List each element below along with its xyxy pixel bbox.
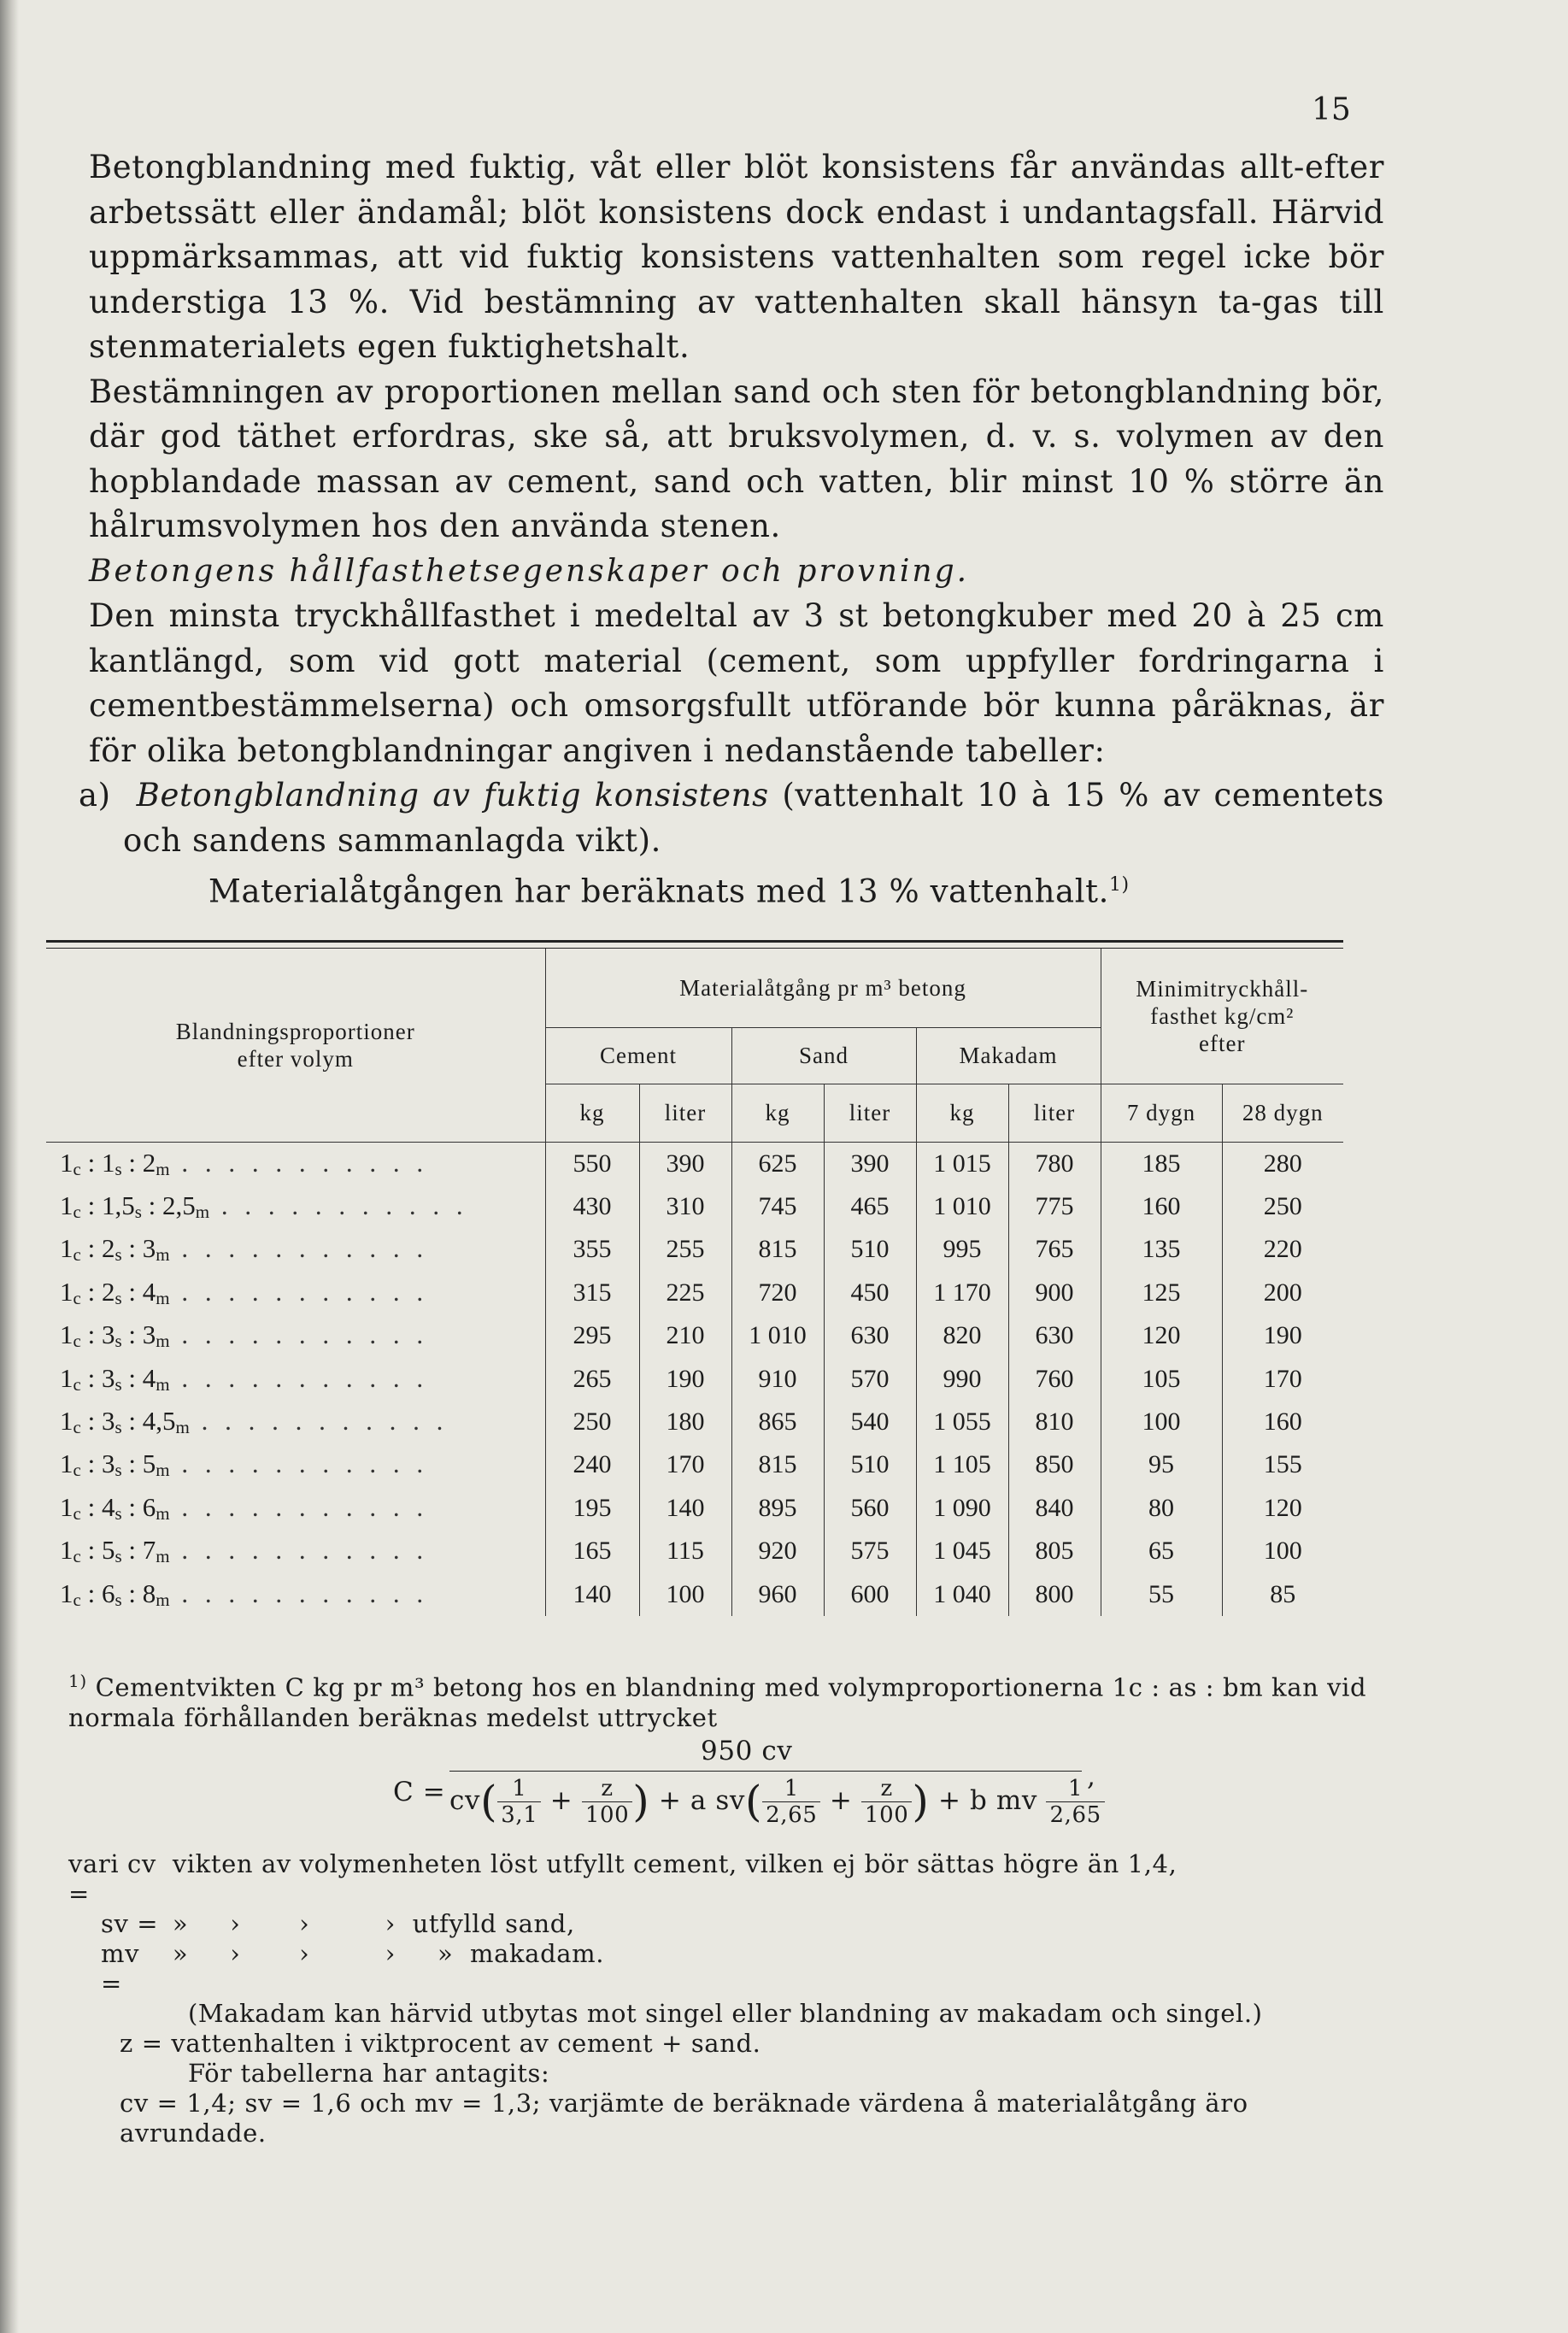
- cell-strength-28-days: 190: [1263, 1321, 1302, 1350]
- cell-strength-7-days: 80: [1101, 1487, 1222, 1530]
- header-proportions-line1: Blandningsproportioner: [175, 1018, 415, 1044]
- item-a: [79, 773, 1384, 863]
- footnote-intro: [68, 1666, 1384, 1733]
- row-proportion-label: 1c : 1,5s : 2,5m . . . . . . . . . . .: [46, 1185, 545, 1228]
- cell-makadam-kg: 820: [916, 1314, 1008, 1357]
- cell-cement-kg: 195: [545, 1487, 639, 1530]
- body-text: [79, 145, 1384, 914]
- cell-sand-liter: 630: [824, 1314, 916, 1357]
- footnote-text: Cementvikten C kg pr m³ betong hos en blandning med volymproportionerna 1c : as : bm kan vid normala förhållanden beräknas medelst uttrycket: [68, 1672, 1367, 1732]
- cell-cement-liter: 180: [639, 1401, 731, 1443]
- cell-sand-kg: 625: [731, 1142, 824, 1185]
- leader-dots: . . . . . . . . . . .: [169, 1578, 429, 1608]
- table-grid: [46, 949, 1343, 1616]
- cell-strength-7-days: 185: [1101, 1142, 1222, 1185]
- cell-strength-7-days: 160: [1101, 1185, 1222, 1228]
- cell-cement-liter: 255: [639, 1228, 731, 1271]
- row-proportion-label: 1c : 2s : 3m . . . . . . . . . . .: [46, 1228, 545, 1271]
- leader-dots: . . . . . . . . . . .: [169, 1491, 429, 1522]
- cell-cement-liter: 390: [639, 1142, 731, 1185]
- cell-cement-liter: 190: [639, 1357, 731, 1400]
- cell-sand-liter: 575: [824, 1530, 916, 1572]
- cell-strength-28-days: 100: [1263, 1537, 1302, 1566]
- header-material: Materialåtgång pr m³ betong: [545, 949, 1101, 1027]
- material-table: [46, 940, 1343, 1616]
- z-definition: z = vattenhalten i viktprocent av cement + sand.: [120, 2028, 761, 2058]
- cell-sand-kg: 895: [731, 1487, 824, 1530]
- cell-sand-liter: 560: [824, 1487, 916, 1530]
- den-asv: + a sv: [658, 1784, 746, 1816]
- row-proportion-label: 1c : 3s : 3m . . . . . . . . . . .: [46, 1314, 545, 1357]
- footnote-ref: 1): [1108, 874, 1130, 896]
- leader-dots: . . . . . . . . . . .: [169, 1233, 429, 1264]
- cell-cement-kg: 250: [545, 1401, 639, 1443]
- cell-strength-28-days: 200: [1263, 1278, 1302, 1307]
- header-proportions-line2: efter volym: [237, 1045, 354, 1072]
- page-number: 15: [1312, 92, 1351, 127]
- cell-sand-liter: 465: [824, 1185, 916, 1228]
- leader-dots: . . . . . . . . . . .: [169, 1319, 429, 1350]
- table-row: [46, 1487, 1343, 1530]
- cell-makadam-liter: 760: [1008, 1357, 1101, 1400]
- cell-makadam-kg: 1 055: [916, 1401, 1008, 1443]
- cell-sand-kg: 815: [731, 1228, 824, 1271]
- cell-makadam-kg: 995: [916, 1228, 1008, 1271]
- cell-makadam-liter: 900: [1008, 1272, 1101, 1314]
- cell-strength-28-days: 250: [1263, 1192, 1302, 1221]
- header-7-days: 7 dygn: [1101, 1084, 1222, 1142]
- cell-sand-kg: 815: [731, 1443, 824, 1486]
- unit-sand-kg: kg: [731, 1084, 824, 1142]
- item-a-rest: (vattenhalt 10 à 15 % av cementets och sandens sammanlagda vikt).: [123, 777, 1384, 859]
- frac-2: $\frac{z}{100}$: [582, 1776, 632, 1828]
- cell-makadam-liter: 810: [1008, 1401, 1101, 1443]
- cell-cement-kg: 295: [545, 1314, 639, 1357]
- table-row: [46, 1272, 1343, 1314]
- row-proportion-label: 1c : 3s : 4,5m . . . . . . . . . . .: [46, 1401, 545, 1443]
- formula-bar: [449, 1771, 1082, 1772]
- cell-makadam-liter: 775: [1008, 1185, 1101, 1228]
- cell-sand-kg: 865: [731, 1401, 824, 1443]
- cell-strength-7-days: 125: [1101, 1272, 1222, 1314]
- leader-dots: . . . . . . . . . . .: [169, 1449, 429, 1479]
- cell-makadam-kg: 990: [916, 1357, 1008, 1400]
- cell-sand-liter: 450: [824, 1272, 916, 1314]
- table-body: [46, 1142, 1343, 1616]
- cell-strength-28-days: 120: [1263, 1493, 1302, 1522]
- formula-lhs: C =: [393, 1776, 446, 1807]
- header-proportions: [46, 949, 545, 1142]
- cell-cement-liter: 310: [639, 1185, 731, 1228]
- section-heading: Betongens hållfasthetsegenskaper och provning.: [89, 553, 970, 589]
- cell-cement-kg: 240: [545, 1443, 639, 1486]
- header-strength-line3: efter: [1199, 1030, 1246, 1056]
- unit-makadam-kg: kg: [916, 1084, 1008, 1142]
- unit-makadam-liter: liter: [1008, 1084, 1101, 1142]
- cell-makadam-kg: 1 015: [916, 1142, 1008, 1185]
- cell-cement-kg: 550: [545, 1142, 639, 1185]
- cell-cement-liter: 115: [639, 1530, 731, 1572]
- frac-1: $\frac{1}{3,1}$: [497, 1776, 541, 1828]
- cell-sand-liter: 510: [824, 1443, 916, 1486]
- table-row: [46, 1530, 1343, 1572]
- cell-cement-liter: 225: [639, 1272, 731, 1314]
- leader-dots: . . . . . . . . . . .: [209, 1190, 468, 1221]
- cell-strength-7-days: 55: [1101, 1572, 1222, 1615]
- cell-sand-kg: 960: [731, 1572, 824, 1615]
- header-strength: [1101, 949, 1343, 1084]
- cell-makadam-liter: 805: [1008, 1530, 1101, 1572]
- cell-makadam-kg: 1 010: [916, 1185, 1008, 1228]
- cell-sand-kg: 745: [731, 1185, 824, 1228]
- header-makadam: Makadam: [916, 1027, 1101, 1084]
- intro-paragraph: Den minsta tryckhållfasthet i medeltal av 3 st betongkuber med 20 à 25 cm kantlängd, som vid gott material (cement, som uppfyller fordringarna i cementbestämmelserna) och omsorgsfullt utförande bör kunna påräknas, är för olika betongblandningar angiven i nedanstående tabeller:: [89, 597, 1384, 769]
- row-proportion-label: 1c : 2s : 4m . . . . . . . . . . .: [46, 1272, 545, 1314]
- leader-dots: . . . . . . . . . . .: [169, 1147, 429, 1178]
- item-a-title: Betongblandning av fuktig konsistens: [136, 777, 769, 814]
- paragraph-1: Betongblandning med fuktig, våt eller blöt konsistens får användas allt-efter arbetssätt eller ändamål; blöt konsistens dock endast i undantagsfall. Härvid uppmärksammas, att vid fuktig konsistens vattenhalten som regel icke bör understiga 13 %. Vid bestämning av vattenhalten skall hänsyn ta-gas till stenmaterialets egen fuktighetshalt.: [89, 149, 1384, 365]
- cell-cement-kg: 355: [545, 1228, 639, 1271]
- cell-sand-liter: 510: [824, 1228, 916, 1271]
- cell-makadam-liter: 765: [1008, 1228, 1101, 1271]
- table-top-rule: [46, 940, 1343, 949]
- formula-denominator: cv( $\frac{1}{3,1}$ + $\frac{z}{100}$ ) + a sv( $\frac{1}{2,65}$ + $\frac{z}{100}$ ) + b mv $\frac{1}{2,65}$: [449, 1776, 1105, 1828]
- def-cv: vari cv = vikten av volymenheten löst utfyllt cement, vilken ej bör sättas högre än 1,4,: [68, 1848, 1177, 1908]
- cell-cement-kg: 265: [545, 1357, 639, 1400]
- cell-makadam-kg: 1 040: [916, 1572, 1008, 1615]
- cell-makadam-kg: 1 090: [916, 1487, 1008, 1530]
- cell-strength-28-days: 220: [1263, 1235, 1302, 1264]
- cell-cement-kg: 140: [545, 1572, 639, 1615]
- den-cv: cv: [449, 1784, 481, 1816]
- book-page: [34, 0, 1568, 2333]
- item-a-note: [89, 863, 1384, 914]
- cell-makadam-kg: 1 105: [916, 1443, 1008, 1486]
- row-proportion-label: 1c : 5s : 7m . . . . . . . . . . .: [46, 1530, 545, 1572]
- unit-cement-liter: liter: [639, 1084, 731, 1142]
- header-28-days: 28 dygn: [1222, 1084, 1343, 1142]
- row-proportion-label: 1c : 6s : 8m . . . . . . . . . . .: [46, 1572, 545, 1615]
- leader-dots: . . . . . . . . . . .: [189, 1406, 449, 1437]
- cell-makadam-liter: 780: [1008, 1142, 1101, 1185]
- cell-strength-28-days: 170: [1263, 1364, 1302, 1393]
- cell-sand-kg: 910: [731, 1357, 824, 1400]
- cell-sand-liter: 570: [824, 1357, 916, 1400]
- cell-cement-liter: 100: [639, 1572, 731, 1615]
- cell-makadam-liter: 800: [1008, 1572, 1101, 1615]
- row-proportion-label: 1c : 3s : 4m . . . . . . . . . . .: [46, 1357, 545, 1400]
- assumed-values: cv = 1,4; sv = 1,6 och mv = 1,3; varjämte de beräknade värdena å materialåtgång äro avrundade.: [120, 2088, 1248, 2148]
- cell-sand-kg: 720: [731, 1272, 824, 1314]
- leader-dots: . . . . . . . . . . .: [169, 1535, 429, 1566]
- header-strength-line1: Minimitryckhåll-: [1136, 975, 1309, 1002]
- leader-dots: . . . . . . . . . . .: [169, 1276, 429, 1307]
- paren-note: (Makadam kan härvid utbytas mot singel eller blandning av makadam och singel.): [188, 1998, 1263, 2028]
- assumed-label: För tabellerna har antagits:: [188, 2058, 550, 2088]
- cell-strength-7-days: 135: [1101, 1228, 1222, 1271]
- cell-sand-liter: 390: [824, 1142, 916, 1185]
- frac-4: $\frac{z}{100}$: [861, 1776, 912, 1828]
- cell-makadam-liter: 850: [1008, 1443, 1101, 1486]
- footnote: [68, 1666, 1384, 2148]
- row-proportion-label: 1c : 4s : 6m . . . . . . . . . . .: [46, 1487, 545, 1530]
- scan-edge: [0, 0, 19, 2333]
- cell-cement-kg: 315: [545, 1272, 639, 1314]
- def-mv: mv = » › › › » makadam.: [101, 1938, 605, 1998]
- cell-strength-7-days: 105: [1101, 1357, 1222, 1400]
- unit-sand-liter: liter: [824, 1084, 916, 1142]
- row-proportion-label: 1c : 1s : 2m . . . . . . . . . . .: [46, 1142, 545, 1185]
- cell-strength-7-days: 120: [1101, 1314, 1222, 1357]
- formula-numerator: 950 cv: [701, 1735, 793, 1766]
- def-sv: sv = » › › › utfylld sand,: [101, 1908, 575, 1938]
- frac-5: $\frac{1}{2,65}$: [1046, 1776, 1104, 1828]
- cell-cement-kg: 430: [545, 1185, 639, 1228]
- cell-strength-7-days: 95: [1101, 1443, 1222, 1486]
- cell-makadam-liter: 840: [1008, 1487, 1101, 1530]
- cement-formula: [68, 1737, 1384, 1844]
- item-a-note-text: Materialåtgången har beräknats med 13 % vattenhalt.: [208, 873, 1109, 910]
- cell-sand-kg: 1 010: [731, 1314, 824, 1357]
- cell-cement-liter: 210: [639, 1314, 731, 1357]
- header-cement: Cement: [545, 1027, 731, 1084]
- row-proportion-label: 1c : 3s : 5m . . . . . . . . . . .: [46, 1443, 545, 1486]
- cell-sand-liter: 600: [824, 1572, 916, 1615]
- cell-cement-liter: 170: [639, 1443, 731, 1486]
- table-row: [46, 1314, 1343, 1357]
- cell-strength-7-days: 65: [1101, 1530, 1222, 1572]
- cell-strength-28-days: 160: [1263, 1407, 1302, 1437]
- cell-cement-liter: 140: [639, 1487, 731, 1530]
- cell-makadam-kg: 1 170: [916, 1272, 1008, 1314]
- cell-strength-28-days: 155: [1263, 1450, 1302, 1479]
- header-sand: Sand: [731, 1027, 916, 1084]
- den-bmv: + b mv: [937, 1784, 1037, 1816]
- cell-cement-kg: 165: [545, 1530, 639, 1572]
- formula-comma: ,: [1087, 1760, 1096, 1792]
- table-row: [46, 1228, 1343, 1271]
- cell-strength-28-days: 85: [1270, 1579, 1296, 1608]
- table-row: [46, 1572, 1343, 1615]
- paragraph-2: Bestämningen av proportionen mellan sand och sten för betongblandning bör, där god täthet erfordras, ske så, att bruksvolymen, d. v. s. volymen av den hopblandade massan av cement, sand och vatten, blir minst 10 % större än hålrumsvolymen hos den använda stenen.: [89, 373, 1384, 544]
- cell-sand-liter: 540: [824, 1401, 916, 1443]
- cell-strength-7-days: 100: [1101, 1401, 1222, 1443]
- cell-sand-kg: 920: [731, 1530, 824, 1572]
- cell-strength-28-days: 280: [1263, 1149, 1302, 1178]
- cell-makadam-kg: 1 045: [916, 1530, 1008, 1572]
- table-row: [46, 1443, 1343, 1486]
- table-row: [46, 1142, 1343, 1185]
- unit-cement-kg: kg: [545, 1084, 639, 1142]
- footnote-marker: 1): [68, 1671, 87, 1691]
- leader-dots: . . . . . . . . . . .: [169, 1362, 429, 1393]
- table-row: [46, 1185, 1343, 1228]
- table-row: [46, 1401, 1343, 1443]
- definitions: [68, 1849, 1384, 2148]
- cell-makadam-liter: 630: [1008, 1314, 1101, 1357]
- header-strength-line2: fasthet kg/cm²: [1150, 1002, 1295, 1029]
- frac-3: $\frac{1}{2,65}$: [762, 1776, 820, 1828]
- table-row: [46, 1357, 1343, 1400]
- item-a-lead: a): [79, 777, 111, 814]
